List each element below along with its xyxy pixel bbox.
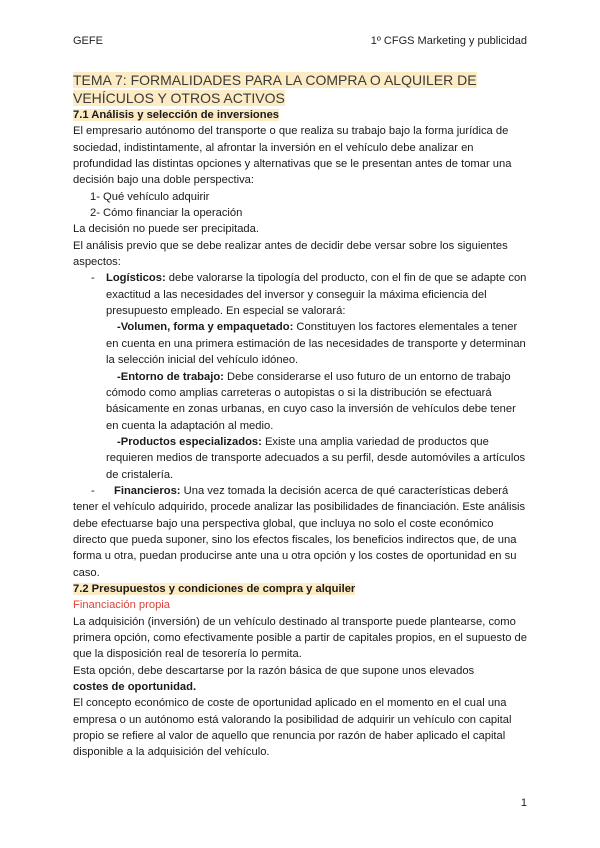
section-heading-7-2: 7.2 Presupuestos y condiciones de compra y alquiler	[73, 582, 356, 595]
term-costes-oportunidad: costes de oportunidad.	[73, 681, 197, 694]
term-logistic: Logísticos:	[106, 272, 166, 285]
sub-item-productos: -Productos especializados: Existe una amplia variedad de productos que requieren medios de transporte adecuados a su perfil, desde automóviles a artículos de cristalería.	[106, 435, 526, 481]
section-heading-7-1: 7.1 Análisis y selección de inversiones	[73, 109, 280, 121]
document-body	[73, 71, 528, 761]
chapter-title: TEMA 7: FORMALIDADES PARA LA COMPRA O ALQUILER DE VEHÍCULOS Y OTROS ACTIVOS	[73, 72, 477, 106]
sub-item-entorno: -Entorno de trabajo: Debe considerarse el uso futuro de un entorno de trabajo cómodo como amplias carreteras o autopistas o si la distribución se efectuará básicamente en zonas urbanas, en cuyo caso la inversión de vehículos debe tener en cuenta la adaptación al medio.	[106, 370, 516, 432]
sub-items	[73, 319, 528, 482]
header-left: GEFE	[73, 35, 103, 47]
list-item-1: 1- Qué vehículo adquirir	[90, 190, 210, 203]
subheading-financiacion-propia: Financiación propia	[73, 599, 171, 612]
paragraph-concepto: El concepto económico de coste de oportunidad aplicado en el momento en el cual una empresa o un autónomo está valorando la posibilidad de adquirir un vehículo con capital propio se refiere al valor de aquello que renuncia por razón de haber aplicado el capital disponible a la adquisición del vehículo.	[73, 697, 512, 759]
paragraph-decision: La decisión no puede ser precipitada.	[73, 223, 259, 236]
term-financial: Financieros:	[114, 484, 181, 497]
text-financial: Una vez tomada la decisión acerca de qué características deberá tener el vehículo adquirido, procede analizar las posibilidades de financiación. Este análisis debe efectuarse bajo una perspectiva global, que incluya no solo el coste económico directo que pueda suponer, sino los efectos fiscales, los beneficios indirectos que, de una forma u otra, puedan producirse ante una u otra opción y los costes de oportunidad en su caso.	[73, 484, 526, 579]
text-logistic: debe valorarse la tipología del producto, con el fin de que se adapte con exactitud a las necesidades del inversor y conseguir la máxima eficiencia del presupuesto empleado. En especial se valorará:	[106, 272, 527, 318]
page-number: 1	[520, 797, 527, 809]
bullet-dash: -	[91, 484, 95, 497]
bullet-financial	[73, 483, 528, 581]
bullet-logistic	[73, 270, 528, 319]
header-right: 1º CFGS Marketing y publicidad	[370, 35, 527, 47]
paragraph-adquisicion: La adquisición (inversión) de un vehículo destinado al transporte puede plantearse, como primera opción, como efectivamente posible a partir de capitales propios, en el supuesto de que la disposición real de tesorería lo permita.	[73, 615, 527, 661]
list-item-2: 2- Cómo financiar la operación	[90, 207, 243, 220]
sub-item-volumen: -Volumen, forma y empaquetado: Constituyen los factores elementales a tener en cuenta en una primera estimación de las necesidades de transporte y determinan la selección inicial del vehículo idóneo.	[106, 321, 526, 367]
paragraph-opcion: Esta opción, debe descartarse por la razón básica de que supone unos elevados costes de oportunidad.	[73, 664, 475, 694]
bullet-dash: -	[91, 272, 95, 285]
paragraph-analysis: El análisis previo que se debe realizar antes de decidir debe versar sobre los siguientes aspectos:	[73, 239, 508, 269]
paragraph-intro: El empresario autónomo del transporte o que realiza su trabajo bajo la forma jurídica de sociedad, indistintamente, al afrontar la inversión en el vehículo debe analizar en profundidad las distintas opciones y alternativas que se le presentan antes de tomar una decisión bajo una doble perspectiva:	[73, 125, 512, 187]
